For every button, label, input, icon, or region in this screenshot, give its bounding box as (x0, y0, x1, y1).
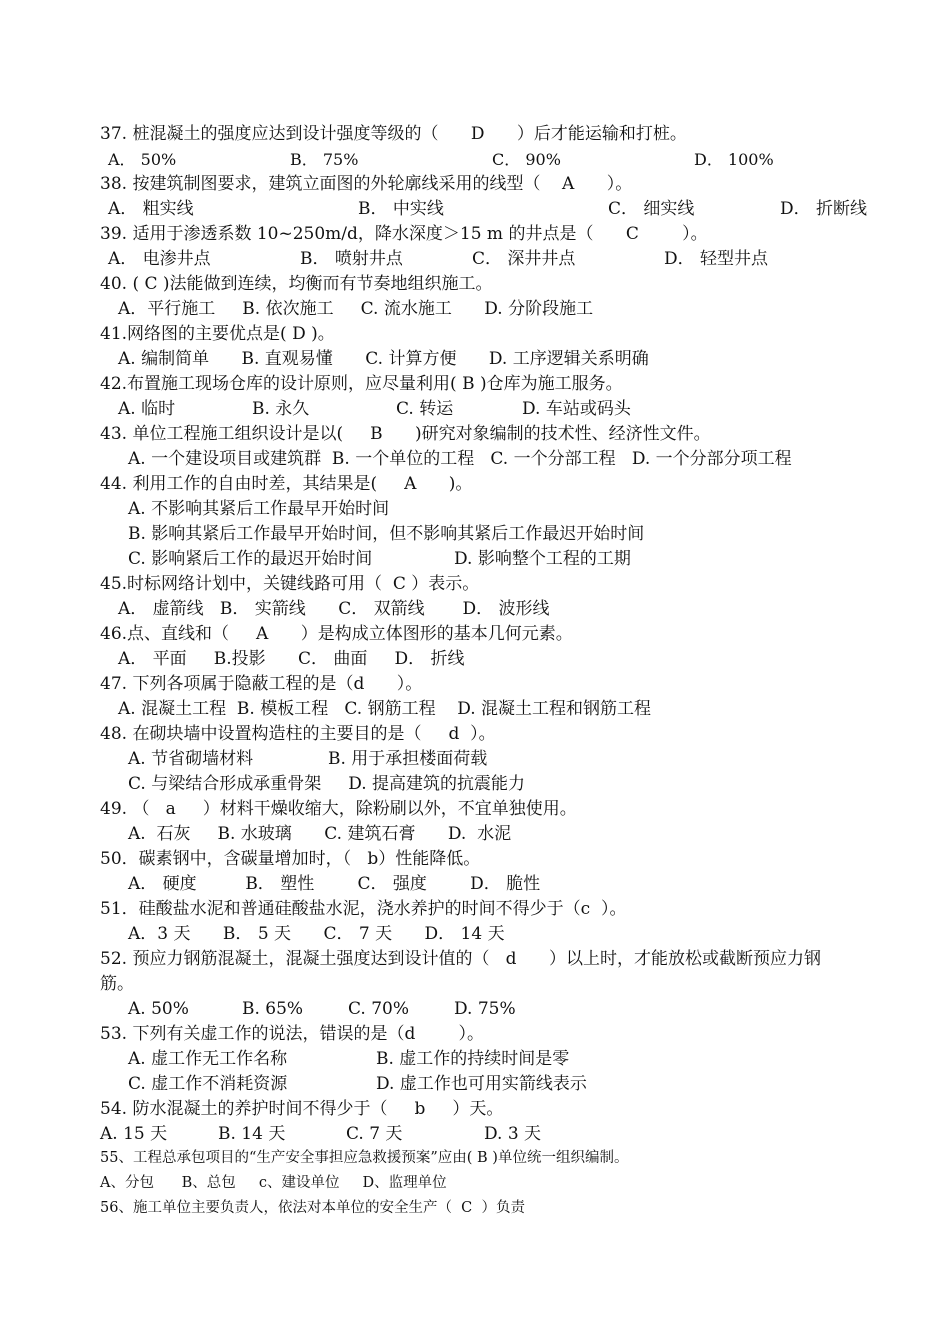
question-line: A. 不影响其紧后工作最早开始时间 (128, 499, 390, 519)
option-text: D. 75% (454, 999, 516, 1019)
question-line: 53. 下列有关虚工作的说法，错误的是（d ）。 (100, 1024, 485, 1044)
question-line: A．平行施工 B. 依次施工 C. 流水施工 D. 分阶段施工 (118, 299, 594, 319)
question-line: 38. 按建筑制图要求，建筑立面图的外轮廓线采用的线型（ A ）。 (100, 174, 633, 194)
question-line: 44. 利用工作的自由时差，其结果是( A )。 (100, 474, 473, 494)
question-line: 48. 在砌块墙中设置构造柱的主要目的是（ d ）。 (100, 724, 496, 744)
question-line: 52. 预应力钢筋混凝土，混凝土强度达到设计值的（ d ）以上时，才能放松或截断预应力钢 (100, 949, 821, 969)
question-line: 56、施工单位主要负责人，依法对本单位的安全生产（ C ）负责 (100, 1200, 525, 1216)
question-line: 49. （ a ）材料干燥收缩大，除粉刷以外，不宜单独使用。 (100, 799, 577, 819)
question-line: A. 节省砌墙材料 (128, 749, 254, 769)
question-line: 41.网络图的主要优点是( D )。 (100, 324, 335, 344)
question-line: 46.点、直线和（ A ）是构成立体图形的基本几何元素。 (100, 624, 573, 644)
question-line: 45.时标网络计划中，关键线路可用（ C ）表示。 (100, 574, 480, 594)
question-line: A. 一个建设项目或建筑群 B. 一个单位的工程 C. 一个分部工程 D. 一个分部分项工程 (128, 449, 792, 469)
option-text: C. 70% (348, 999, 409, 1019)
question-line: A． 电渗井点 (108, 249, 211, 269)
question-line: A．3 天 B． 5 天 C． 7 天 D． 14 天 (128, 924, 505, 944)
option-text: C． 深井井点 (472, 249, 576, 269)
question-line: 筋。 (100, 974, 134, 994)
option-text: B. 永久 (252, 399, 310, 419)
option-text: D. 影响整个工程的工期 (454, 549, 631, 569)
option-text: B． 中实线 (358, 199, 444, 219)
question-line: A． 虚箭线 B． 实箭线 C． 双箭线 D． 波形线 (118, 599, 550, 619)
option-text: B. 用于承担楼面荷载 (328, 749, 488, 769)
option-text: B. 14 天 (218, 1124, 286, 1144)
question-line: 37. 桩混凝土的强度应达到设计强度等级的（ D ）后才能运输和打桩。 (100, 124, 687, 144)
question-line: 42.布置施工现场仓库的设计原则，应尽量利用( B )仓库为施工服务。 (100, 374, 623, 394)
option-text: D． 轻型井点 (664, 249, 769, 269)
question-line: 40. ( C )法能做到连续，均衡而有节奏地组织施工。 (100, 274, 493, 294)
option-text: B． 75% (290, 150, 359, 169)
question-line: C. 影响紧后工作的最迟开始时间 (128, 549, 373, 569)
question-line: A. 50% (128, 999, 189, 1019)
option-text: C. 转运 (396, 399, 454, 419)
question-line: C. 与梁结合形成承重骨架 D. 提高建筑的抗震能力 (128, 774, 526, 794)
question-line: 50．碳素钢中，含碳量增加时，（ b）性能降低。 (100, 849, 481, 869)
question-line: A、分包 B、总包 c、建设单位 D、监理单位 (100, 1175, 447, 1191)
option-text: D. 3 天 (484, 1124, 542, 1144)
option-text: B. 虚工作的持续时间是零 (376, 1049, 570, 1069)
question-line: B. 影响其紧后工作最早开始时间，但不影响其紧后工作最迟开始时间 (128, 524, 645, 544)
option-text: C． 90% (492, 150, 561, 169)
question-line: A. 虚工作无工作名称 (128, 1049, 288, 1069)
option-text: C． 细实线 (608, 199, 695, 219)
option-text: B． 喷射井点 (300, 249, 403, 269)
option-text: D. 虚工作也可用实箭线表示 (376, 1074, 587, 1094)
option-text: C. 7 天 (346, 1124, 403, 1144)
question-line: 47. 下列各项属于隐蔽工程的是（d ）。 (100, 674, 423, 694)
question-line: 54. 防水混凝土的养护时间不得少于（ b ）天。 (100, 1099, 504, 1119)
question-line: A. 编制简单 B. 直观易懂 C. 计算方便 D. 工序逻辑关系明确 (118, 349, 649, 369)
question-line: A． 硬度 B． 塑性 C． 强度 D． 脆性 (128, 874, 541, 894)
question-line: A． 粗实线 (108, 199, 194, 219)
question-line: A. 临时 (118, 399, 176, 419)
question-line: 39. 适用于渗透系数 10~250m/d，降水深度＞15 m 的井点是（ C ）。 (100, 224, 708, 244)
question-line: A. 15 天 (100, 1124, 168, 1144)
question-line: A. 石灰 B. 水玻璃 C. 建筑石膏 D. 水泥 (128, 824, 512, 844)
option-text: D. 车站或码头 (522, 399, 631, 419)
question-line: 51．硅酸盐水泥和普通硅酸盐水泥，浇水养护的时间不得少于（c ）。 (100, 899, 627, 919)
option-text: D． 折断线 (780, 199, 868, 219)
question-line: A. 混凝土工程 B. 模板工程 C. 钢筋工程 D. 混凝土工程和钢筋工程 (118, 699, 652, 719)
question-line: C. 虚工作不消耗资源 (128, 1074, 288, 1094)
option-text: D． 100% (694, 150, 774, 169)
question-line: 43. 单位工程施工组织设计是以( B )研究对象编制的技术性、经济性文件。 (100, 424, 711, 444)
question-line: A． 平面 B.投影 C． 曲面 D． 折线 (118, 649, 465, 669)
option-text: B. 65% (242, 999, 304, 1019)
question-line: A． 50% (108, 150, 177, 169)
question-line: 55、工程总承包项目的“生产安全事担应急救援预案”应由( B )单位统一组织编制。 (100, 1150, 629, 1166)
